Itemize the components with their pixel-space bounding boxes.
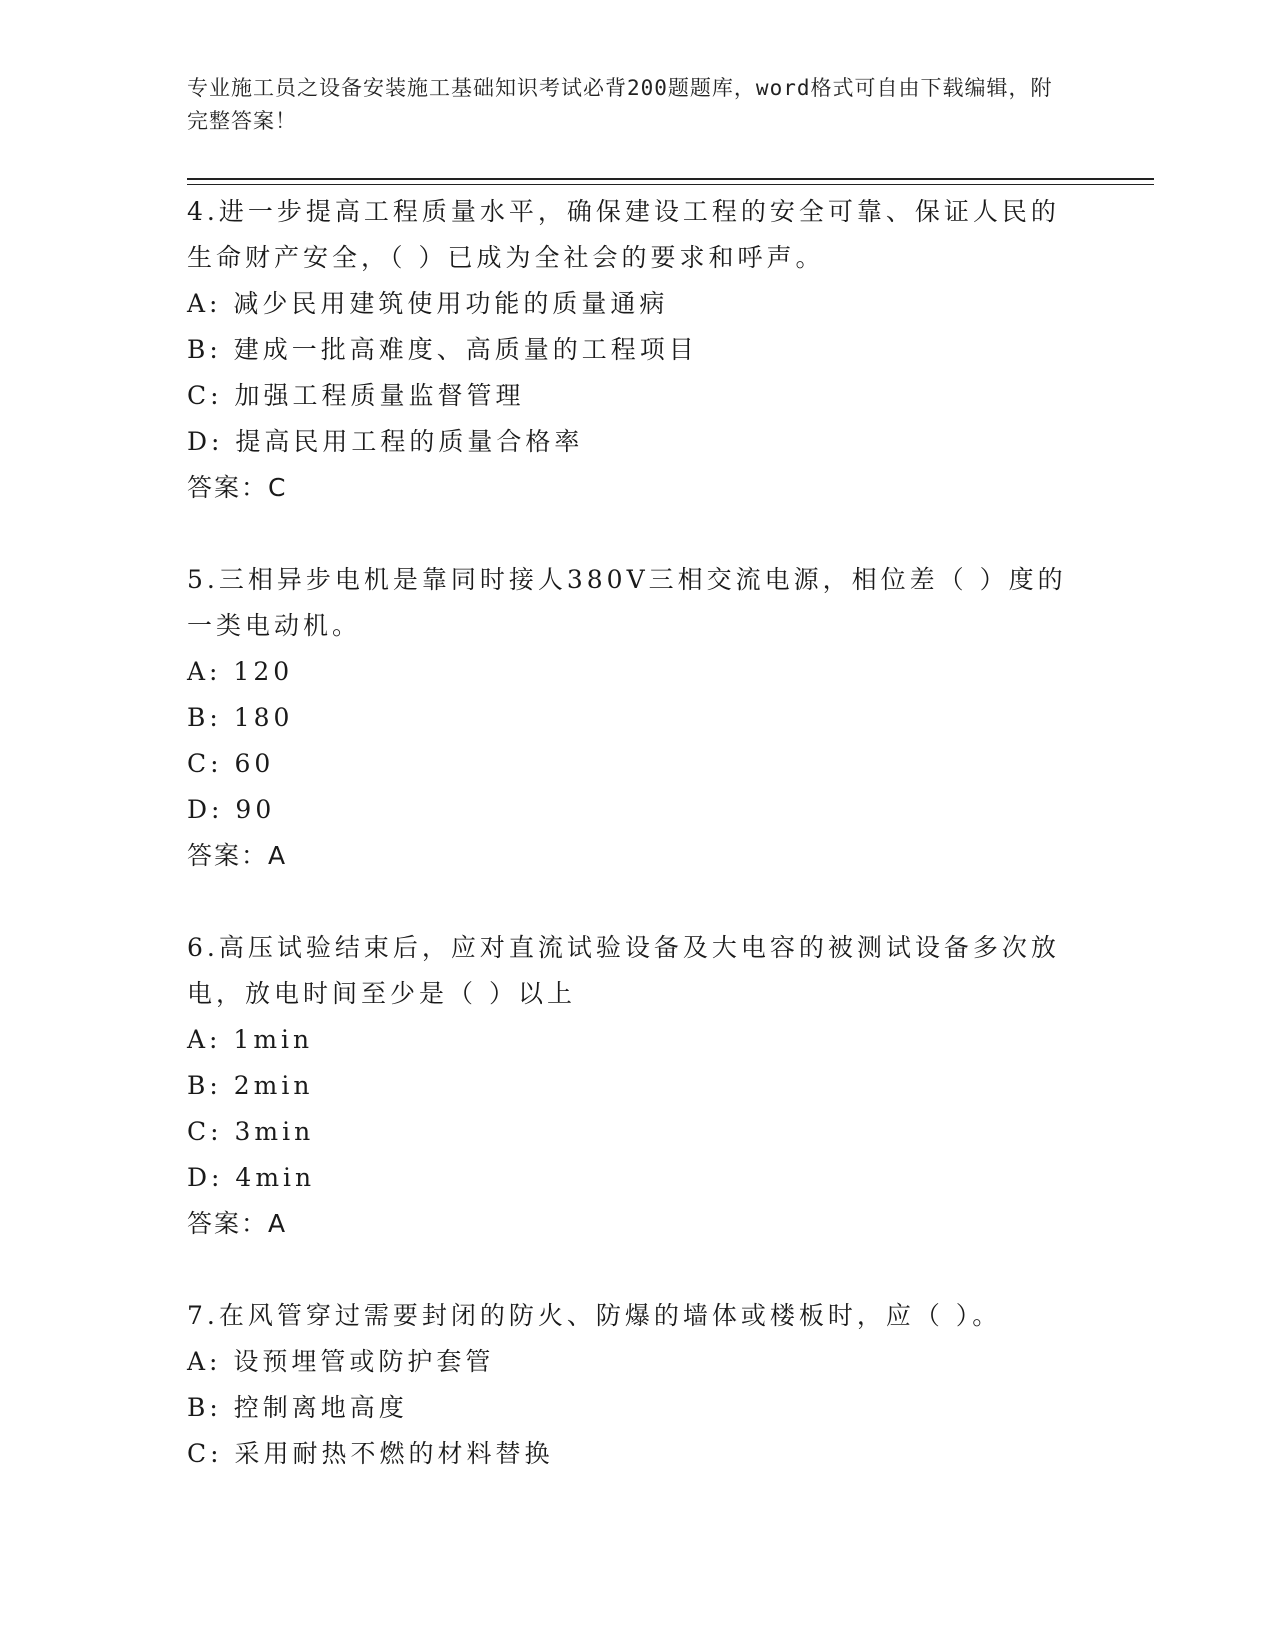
option-a: A: 120 bbox=[187, 657, 294, 686]
option-d: D: 90 bbox=[187, 795, 276, 824]
question-7 bbox=[187, 1293, 1067, 1477]
option-c: C: 3min bbox=[187, 1117, 315, 1146]
header-divider-thin bbox=[187, 184, 1154, 185]
answer-line: 答案：C bbox=[187, 473, 288, 502]
question-text: 4.进一步提高工程质量水平，确保建设工程的安全可靠、保证人民的生命财产安全，（ ）已成为全社会的要求和呼声。 bbox=[187, 197, 1060, 272]
option-c: C: 60 bbox=[187, 749, 275, 778]
question-6 bbox=[187, 925, 1067, 1247]
option-a: A: 1min bbox=[187, 1025, 314, 1054]
option-b: B: 建成一批高难度、高质量的工程项目 bbox=[187, 335, 698, 364]
option-b: B: 2min bbox=[187, 1071, 314, 1100]
option-d: D: 提高民用工程的质量合格率 bbox=[187, 427, 584, 456]
answer-line: 答案：A bbox=[187, 1209, 288, 1238]
option-c: C: 采用耐热不燃的材料替换 bbox=[187, 1439, 554, 1468]
question-text: 5.三相异步电机是靠同时接人380V三相交流电源，相位差（ ）度的一类电动机。 bbox=[187, 565, 1067, 640]
spacer bbox=[187, 1247, 1067, 1293]
question-text: 7.在风管穿过需要封闭的防火、防爆的墙体或楼板时，应（ ）。 bbox=[187, 1301, 1002, 1330]
header-divider-thick bbox=[187, 178, 1154, 180]
answer-line: 答案：A bbox=[187, 841, 288, 870]
option-b: B: 控制离地高度 bbox=[187, 1393, 408, 1422]
question-5 bbox=[187, 557, 1067, 879]
option-b: B: 180 bbox=[187, 703, 294, 732]
document-header: 专业施工员之设备安装施工基础知识考试必背200题题库，word格式可自由下载编辑，附完整答案！ bbox=[187, 76, 1053, 133]
option-c: C: 加强工程质量监督管理 bbox=[187, 381, 525, 410]
option-a: A: 减少民用建筑使用功能的质量通病 bbox=[187, 289, 669, 318]
option-d: D: 4min bbox=[187, 1163, 316, 1192]
question-text: 6.高压试验结束后，应对直流试验设备及大电容的被测试设备多次放电，放电时间至少是（ ）以上 bbox=[187, 933, 1060, 1008]
option-a: A: 设预埋管或防护套管 bbox=[187, 1347, 495, 1376]
question-list bbox=[187, 189, 1067, 1477]
spacer bbox=[187, 879, 1067, 925]
spacer bbox=[187, 511, 1067, 557]
question-4 bbox=[187, 189, 1067, 511]
